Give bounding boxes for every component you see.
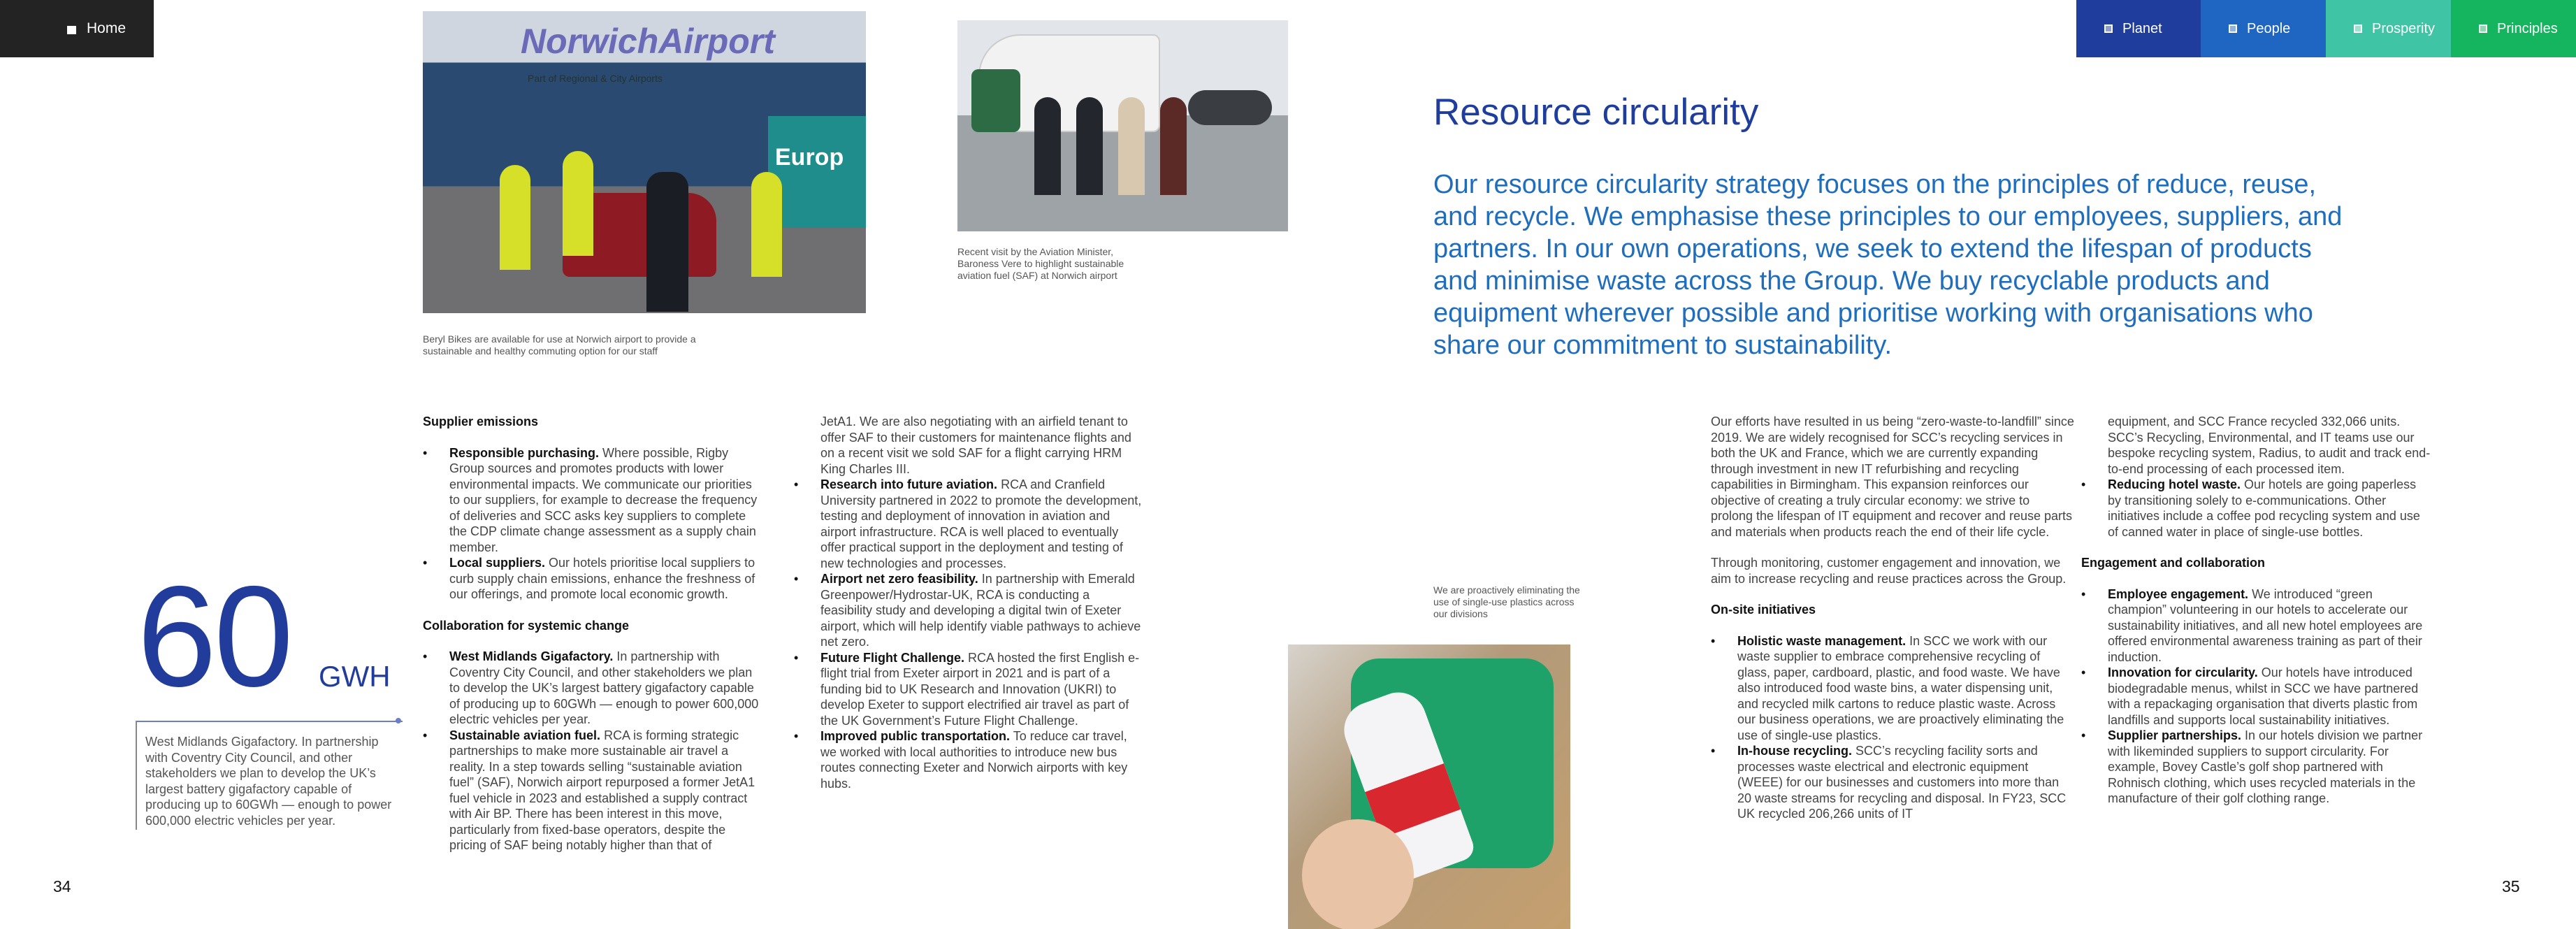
lead-paragraph: Our resource circularity strategy focuses on the principles of reduce, reuse, and recycle. We emphasise these principles to our employees, suppliers, and partners. In our own operations, we seek to extend the lifespan of products and minimise waste across the Group. We buy recyclable products and equipment wherever possible and prioritise working with organisations who share our commitment to sustainability. xyxy=(1433,170,2343,360)
tab-prosperity[interactable] xyxy=(2326,0,2451,57)
item-text: To reduce car travel, we worked with local authorities to introduce new bus routes connecting Exeter and Norwich airports with key hubs. xyxy=(820,729,1128,791)
continued-paragraph: equipment, and SCC France recycled 332,066 units. SCC’s Recycling, Environmental, and IT teams use our bespoke recycling system, Radius, to audit and track end-to-end processing of each processed item. xyxy=(2108,415,2431,476)
reusable-bottle-photo xyxy=(1288,644,1570,929)
aviation-minister-photo xyxy=(957,20,1288,231)
person-shape xyxy=(1118,97,1145,195)
person-shape xyxy=(1160,97,1187,195)
helicopter-shape xyxy=(1188,90,1272,125)
planet-icon xyxy=(2104,24,2113,33)
item-title: Sustainable aviation fuel. xyxy=(449,728,601,742)
left-column-1 xyxy=(423,414,765,869)
list-item xyxy=(423,649,765,728)
principles-icon xyxy=(2479,24,2487,33)
home-button[interactable] xyxy=(0,0,154,57)
item-text: RCA is forming strategic partnerships to make more sustainable air travel a reality. In a step towards selling “sustainable aviation fuel” (SAF), Norwich airport repurposed a former JetA1 fuel vehicle in 2023 and established a supply contract with Air BP. There has been interest in this move, particularly from fixed-base operators, despite the pricing of SAF being notably higher than that of xyxy=(449,728,755,852)
airport-sign-sub: Part of Regional & City Airports xyxy=(528,73,663,84)
tab-principles-label: Principles xyxy=(2497,20,2558,36)
left-column-2 xyxy=(794,414,1143,807)
tab-people-label: People xyxy=(2247,20,2291,36)
person-shape xyxy=(751,172,782,277)
person-shape xyxy=(500,165,530,270)
item-text: RCA and Cranfield University partnered in 2022 to promote the development, testing and deployment of innovation in aviation and airport infrastructure. RCA is well placed to eventually offer practical support in the deployment and testing of new technologies and processes. xyxy=(820,477,1142,570)
home-icon xyxy=(67,26,76,34)
item-title: Airport net zero feasibility. xyxy=(820,572,978,586)
airport-banner: Europ xyxy=(768,116,866,228)
item-text: RCA hosted the first English e-flight trial from Exeter airport in 2021 and is part of a funding bid to UK Research and Innovation (UKRI) to develop Exeter to support electrified air travel as part of the UK Government’s Future Flight Challenge. xyxy=(820,650,1140,728)
home-label: Home xyxy=(87,20,126,36)
stat-number: 60 xyxy=(137,556,291,716)
body-paragraph: Through monitoring, customer engagement and innovation, we aim to increase recycling and reuse practices across the Group. xyxy=(1711,556,2067,586)
item-text: Where possible, Rigby Group sources and promotes products with lower environmental impacts. We communicate our priorities to our suppliers, for example to decrease the frequency of deliveries and SCC asks key suppliers to complete the CDP climate change assessment as a supply chain member. xyxy=(449,445,758,554)
tab-principles[interactable] xyxy=(2451,0,2576,57)
continued-paragraph: JetA1. We are also negotiating with an airfield tenant to offer SAF to their customers for maintenance flights and on a recent visit we sold SAF for a flight carrying HRM King Charles III. xyxy=(820,415,1131,476)
photo-caption-minister: Recent visit by the Aviation Minister, Baroness Vere to highlight sustainable aviation fuel (SAF) at Norwich airport xyxy=(957,246,1124,281)
page-number-left: 34 xyxy=(53,877,71,895)
item-title: Future Flight Challenge. xyxy=(820,650,964,665)
right-column-1 xyxy=(1711,414,2074,837)
prosperity-icon xyxy=(2354,24,2362,33)
tab-prosperity-label: Prosperity xyxy=(2372,20,2436,36)
item-title: Innovation for circularity. xyxy=(2108,665,2258,679)
supplier-emissions-heading: Supplier emissions xyxy=(423,415,539,429)
collaboration-heading: Collaboration for systemic change xyxy=(423,618,630,633)
list-item xyxy=(423,445,765,556)
list-item xyxy=(794,728,1143,791)
list-item xyxy=(794,650,1143,729)
norwich-airport-photo xyxy=(423,11,866,313)
page-number-right: 35 xyxy=(2502,877,2520,895)
item-title: Local suppliers. xyxy=(449,556,546,570)
hand-shape xyxy=(1302,819,1414,929)
page-title: Resource circularity xyxy=(1433,92,1759,133)
list-item xyxy=(1711,633,2074,744)
item-text: In partnership with Emerald Greenpower/Hydrostar-UK, RCA is conducting a feasibility study and developing a digital twin of Exeter airport, which will help identify viable pathways to achieve net zero. xyxy=(820,572,1141,649)
item-text: We introduced “green champion” volunteering in our hotels to accelerate our sustainability initiatives, and all new hotel employees are offered environmental awareness training as part of their induction. xyxy=(2108,586,2423,664)
item-title: Reducing hotel waste. xyxy=(2108,477,2241,491)
item-title: Supplier partnerships. xyxy=(2108,728,2242,742)
tab-people[interactable] xyxy=(2201,0,2326,57)
item-text: In our hotels division we partner with likeminded suppliers to support circularity. For example, Bovey Castle’s golf shop partnered with Rohnisch clothing, which uses recycled materials in the manufacture of their golf clothing range. xyxy=(2108,728,2423,805)
item-text: Our hotels prioritise local suppliers to curb supply chain emissions, enhance the freshness of our offerings, and promote local economic growth. xyxy=(449,556,755,601)
stat-unit: GWH xyxy=(319,660,391,693)
item-title: Employee engagement. xyxy=(2108,586,2249,601)
list-item xyxy=(423,555,765,603)
list-item xyxy=(2081,477,2431,540)
engagement-heading: Engagement and collaboration xyxy=(2081,556,2266,570)
item-text: In SCC we work with our waste supplier to embrace comprehensive recycling of glass, paper, cardboard, plastic, and food waste. We have also introduced food waste bins, a water dispensing unit, and recycled milk cartons to reduce plastic waste. Across our business operations, we are proactively eliminating the use of single-use plastics. xyxy=(1737,633,2064,742)
item-title: Improved public transportation. xyxy=(820,729,1011,743)
photo-caption-plastics: We are proactively eliminating the use of single-use plastics across our divisions xyxy=(1433,584,1580,619)
right-column-2 xyxy=(2081,414,2431,822)
list-item xyxy=(2081,665,2431,728)
stat-description: West Midlands Gigafactory. In partnership with Coventry City Council, and other stakeholders we plan to develop the UK’s largest battery gigafactory capable of producing up to 60GWh — enough to power 600,000 electric vehicles per year. xyxy=(145,735,392,828)
people-icon xyxy=(2229,24,2237,33)
item-title: Research into future aviation. xyxy=(820,477,998,491)
tab-planet-label: Planet xyxy=(2122,20,2162,36)
person-shape xyxy=(646,172,688,312)
item-text: Our hotels have introduced biodegradable menus, whilst in SCC we have partnered with a repackaging organisation that diverts plastic from landfills and supports local sustainability initiatives. xyxy=(2108,665,2419,727)
person-shape xyxy=(1034,97,1061,195)
item-title: Holistic waste management. xyxy=(1737,633,1906,648)
list-item xyxy=(794,571,1143,650)
item-text: In partnership with Coventry City Council, and other stakeholders we plan to develop the UK’s largest battery gigafactory capable of producing up to 60GWh — enough to power 600,000 electric vehicles per year. xyxy=(449,649,759,726)
list-item xyxy=(423,728,765,854)
photo-caption-bikes: Beryl Bikes are available for use at Norwich airport to provide a sustainable and healthy commuting option for our staff xyxy=(423,333,696,357)
airport-sign: NorwichAirport xyxy=(521,22,775,61)
item-title: West Midlands Gigafactory. xyxy=(449,649,614,663)
person-shape xyxy=(1076,97,1103,195)
list-item xyxy=(2081,586,2431,665)
list-item xyxy=(794,477,1143,571)
tab-planet[interactable] xyxy=(2076,0,2201,57)
truck-cab-shape xyxy=(971,69,1020,132)
item-text: Our hotels are going paperless by transitioning solely to e-communications. Other initiatives include a coffee pod recycling system and use of canned water in place of single-use bottles. xyxy=(2108,477,2420,539)
onsite-heading: On-site initiatives xyxy=(1711,603,1816,617)
item-title: In-house recycling. xyxy=(1737,744,1853,758)
list-item xyxy=(1711,743,2074,822)
item-text: SCC’s recycling facility sorts and processes waste electrical and electronic equipment (WEEE) for our businesses and customers into more than 20 waste streams for recycling and disposal. In FY23, SCC UK recycled 206,266 units of IT xyxy=(1737,744,2067,821)
item-title: Responsible purchasing. xyxy=(449,445,600,460)
list-item xyxy=(2081,728,2431,807)
body-paragraph: Our efforts have resulted in us being “zero-waste-to-landfill” since 2019. We are widely recognised for SCC’s recycling services in both the UK and France, which we are currently expanding through investment in new IT refurbishing and recycling capabilities in Birmingham. This expansion reinforces our objective of creating a truly circular economy: we strive to prolong the lifespan of IT equipment and recover and reuse parts and materials when products reach the end of their life cycle. xyxy=(1711,415,2074,539)
person-shape xyxy=(563,151,593,256)
